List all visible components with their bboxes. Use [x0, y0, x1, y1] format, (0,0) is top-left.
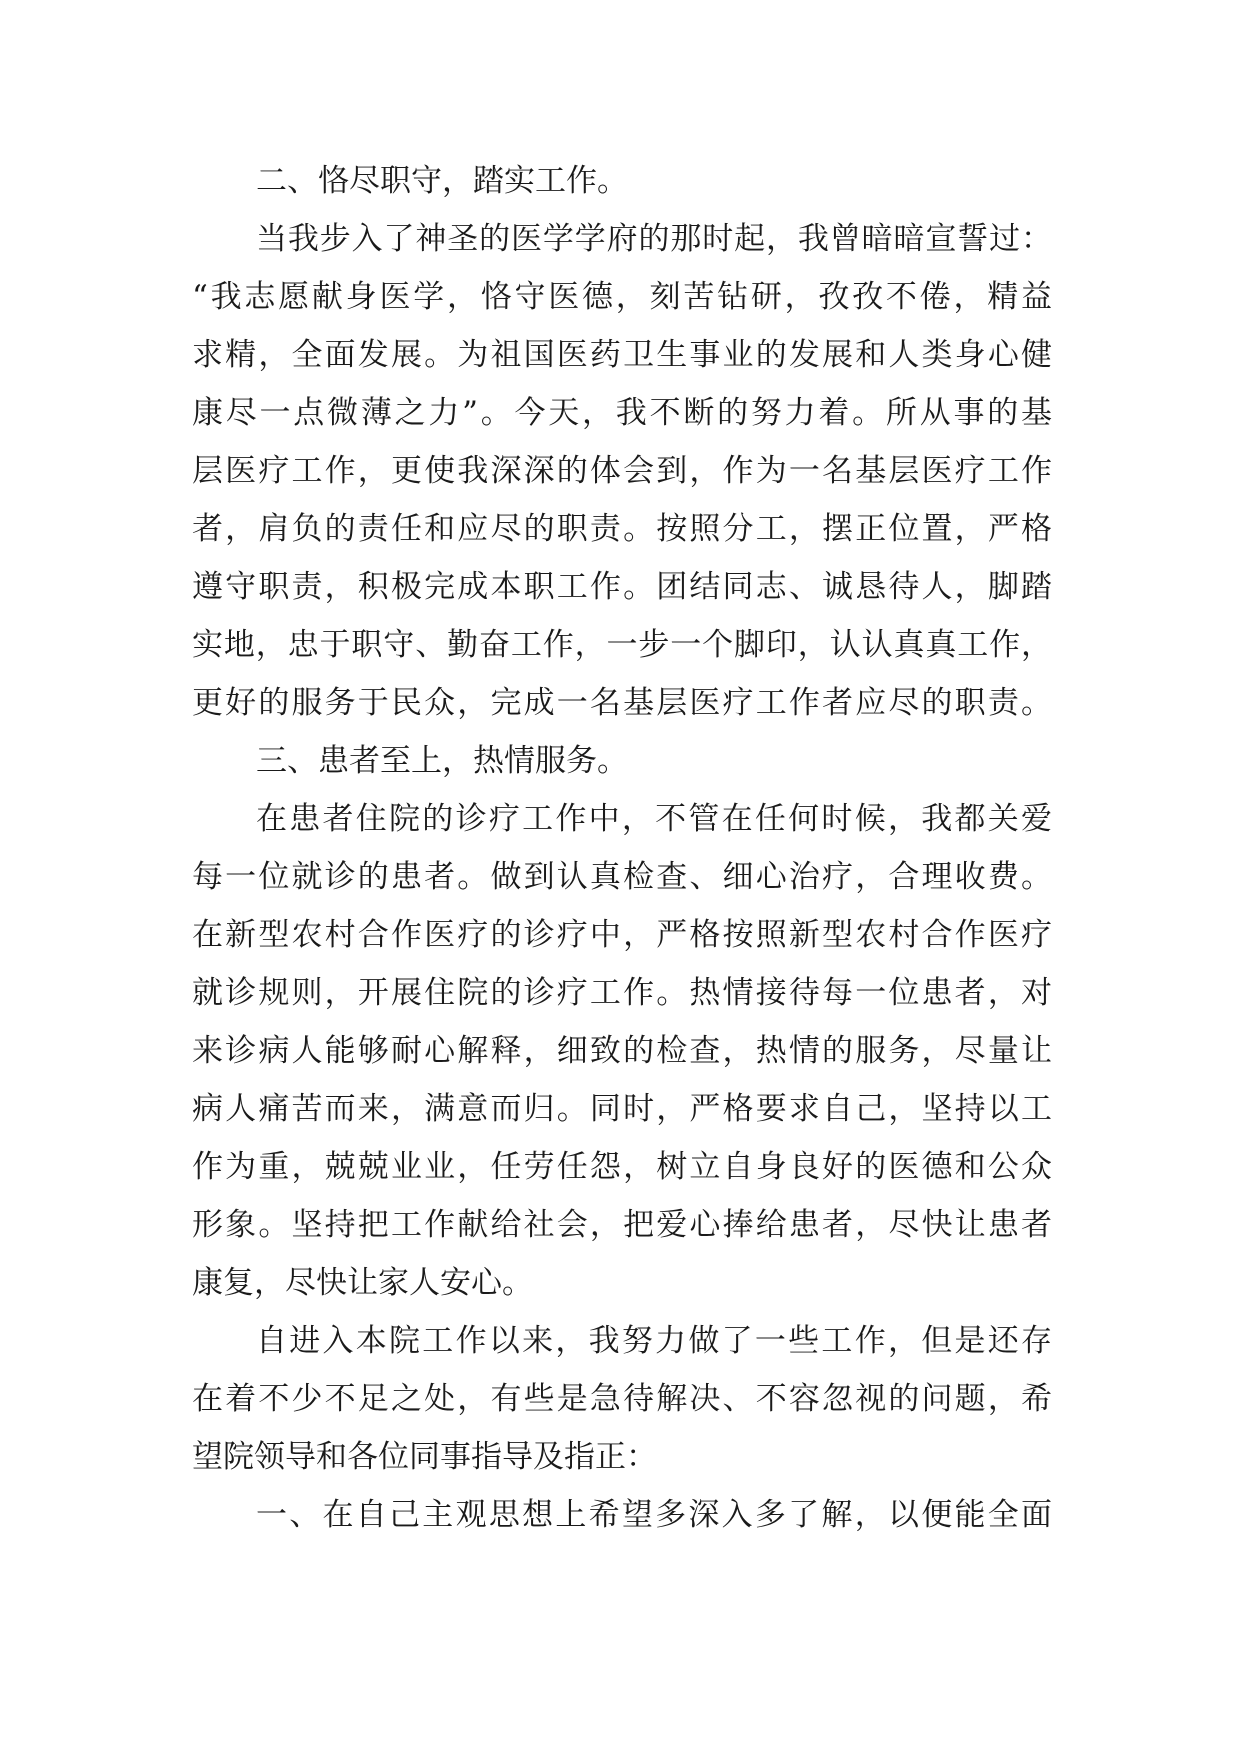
paragraph-line: 形象。坚持把工作献给社会，把爱心捧给患者，尽快让患者 — [192, 1207, 1052, 1243]
document-body — [192, 152, 1052, 1544]
paragraph-line: 来诊病人能够耐心解释，细致的检查，热情的服务，尽量让 — [192, 1033, 1052, 1069]
paragraph-line: 自进入本院工作以来，我努力做了一些工作，但是还存 — [256, 1323, 1052, 1359]
paragraph-line: “我志愿献身医学，恪守医德，刻苦钻研，孜孜不倦，精益 — [192, 279, 1052, 315]
paragraph-line: 望院领导和各位同事指导及指正： — [192, 1439, 657, 1475]
paragraph-line: 作为重，兢兢业业，任劳任怨，树立自身良好的医德和公众 — [192, 1149, 1052, 1185]
paragraph-line: 在患者住院的诊疗工作中，不管在任何时候，我都关爱 — [256, 801, 1052, 837]
paragraph-line: 者，肩负的责任和应尽的职责。按照分工，摆正位置，严格 — [192, 511, 1052, 547]
paragraph-line: 病人痛苦而来，满意而归。同时，严格要求自己，坚持以工 — [192, 1091, 1052, 1127]
section-heading: 三、患者至上，热情服务。 — [256, 743, 628, 779]
paragraph-line: 更好的服务于民众，完成一名基层医疗工作者应尽的职责。 — [192, 685, 1052, 721]
paragraph-line: 就诊规则，开展住院的诊疗工作。热情接待每一位患者，对 — [192, 975, 1052, 1011]
paragraph-line: 实地，忠于职守、勤奋工作，一步一个脚印，认认真真工作， — [192, 627, 1052, 663]
paragraph-line: 层医疗工作，更使我深深的体会到，作为一名基层医疗工作 — [192, 453, 1052, 489]
paragraph-line: 每一位就诊的患者。做到认真检查、细心治疗，合理收费。 — [192, 859, 1052, 895]
paragraph-line: 求精，全面发展。为祖国医药卫生事业的发展和人类身心健 — [192, 337, 1052, 373]
paragraph-line: 遵守职责，积极完成本职工作。团结同志、诚恳待人，脚踏 — [192, 569, 1052, 605]
paragraph-line: 在新型农村合作医疗的诊疗中，严格按照新型农村合作医疗 — [192, 917, 1052, 953]
paragraph-line: 当我步入了神圣的医学学府的那时起，我曾暗暗宣誓过： — [256, 221, 1052, 257]
paragraph-line: 在着不少不足之处，有些是急待解决、不容忽视的问题，希 — [192, 1381, 1052, 1417]
paragraph-line: 康尽一点微薄之力”。今天，我不断的努力着。所从事的基 — [192, 395, 1052, 431]
section-heading: 二、恪尽职守，踏实工作。 — [256, 163, 628, 199]
paragraph-line: 一、在自己主观思想上希望多深入多了解，以便能全面 — [256, 1497, 1052, 1533]
paragraph-line: 康复，尽快让家人安心。 — [192, 1265, 533, 1301]
